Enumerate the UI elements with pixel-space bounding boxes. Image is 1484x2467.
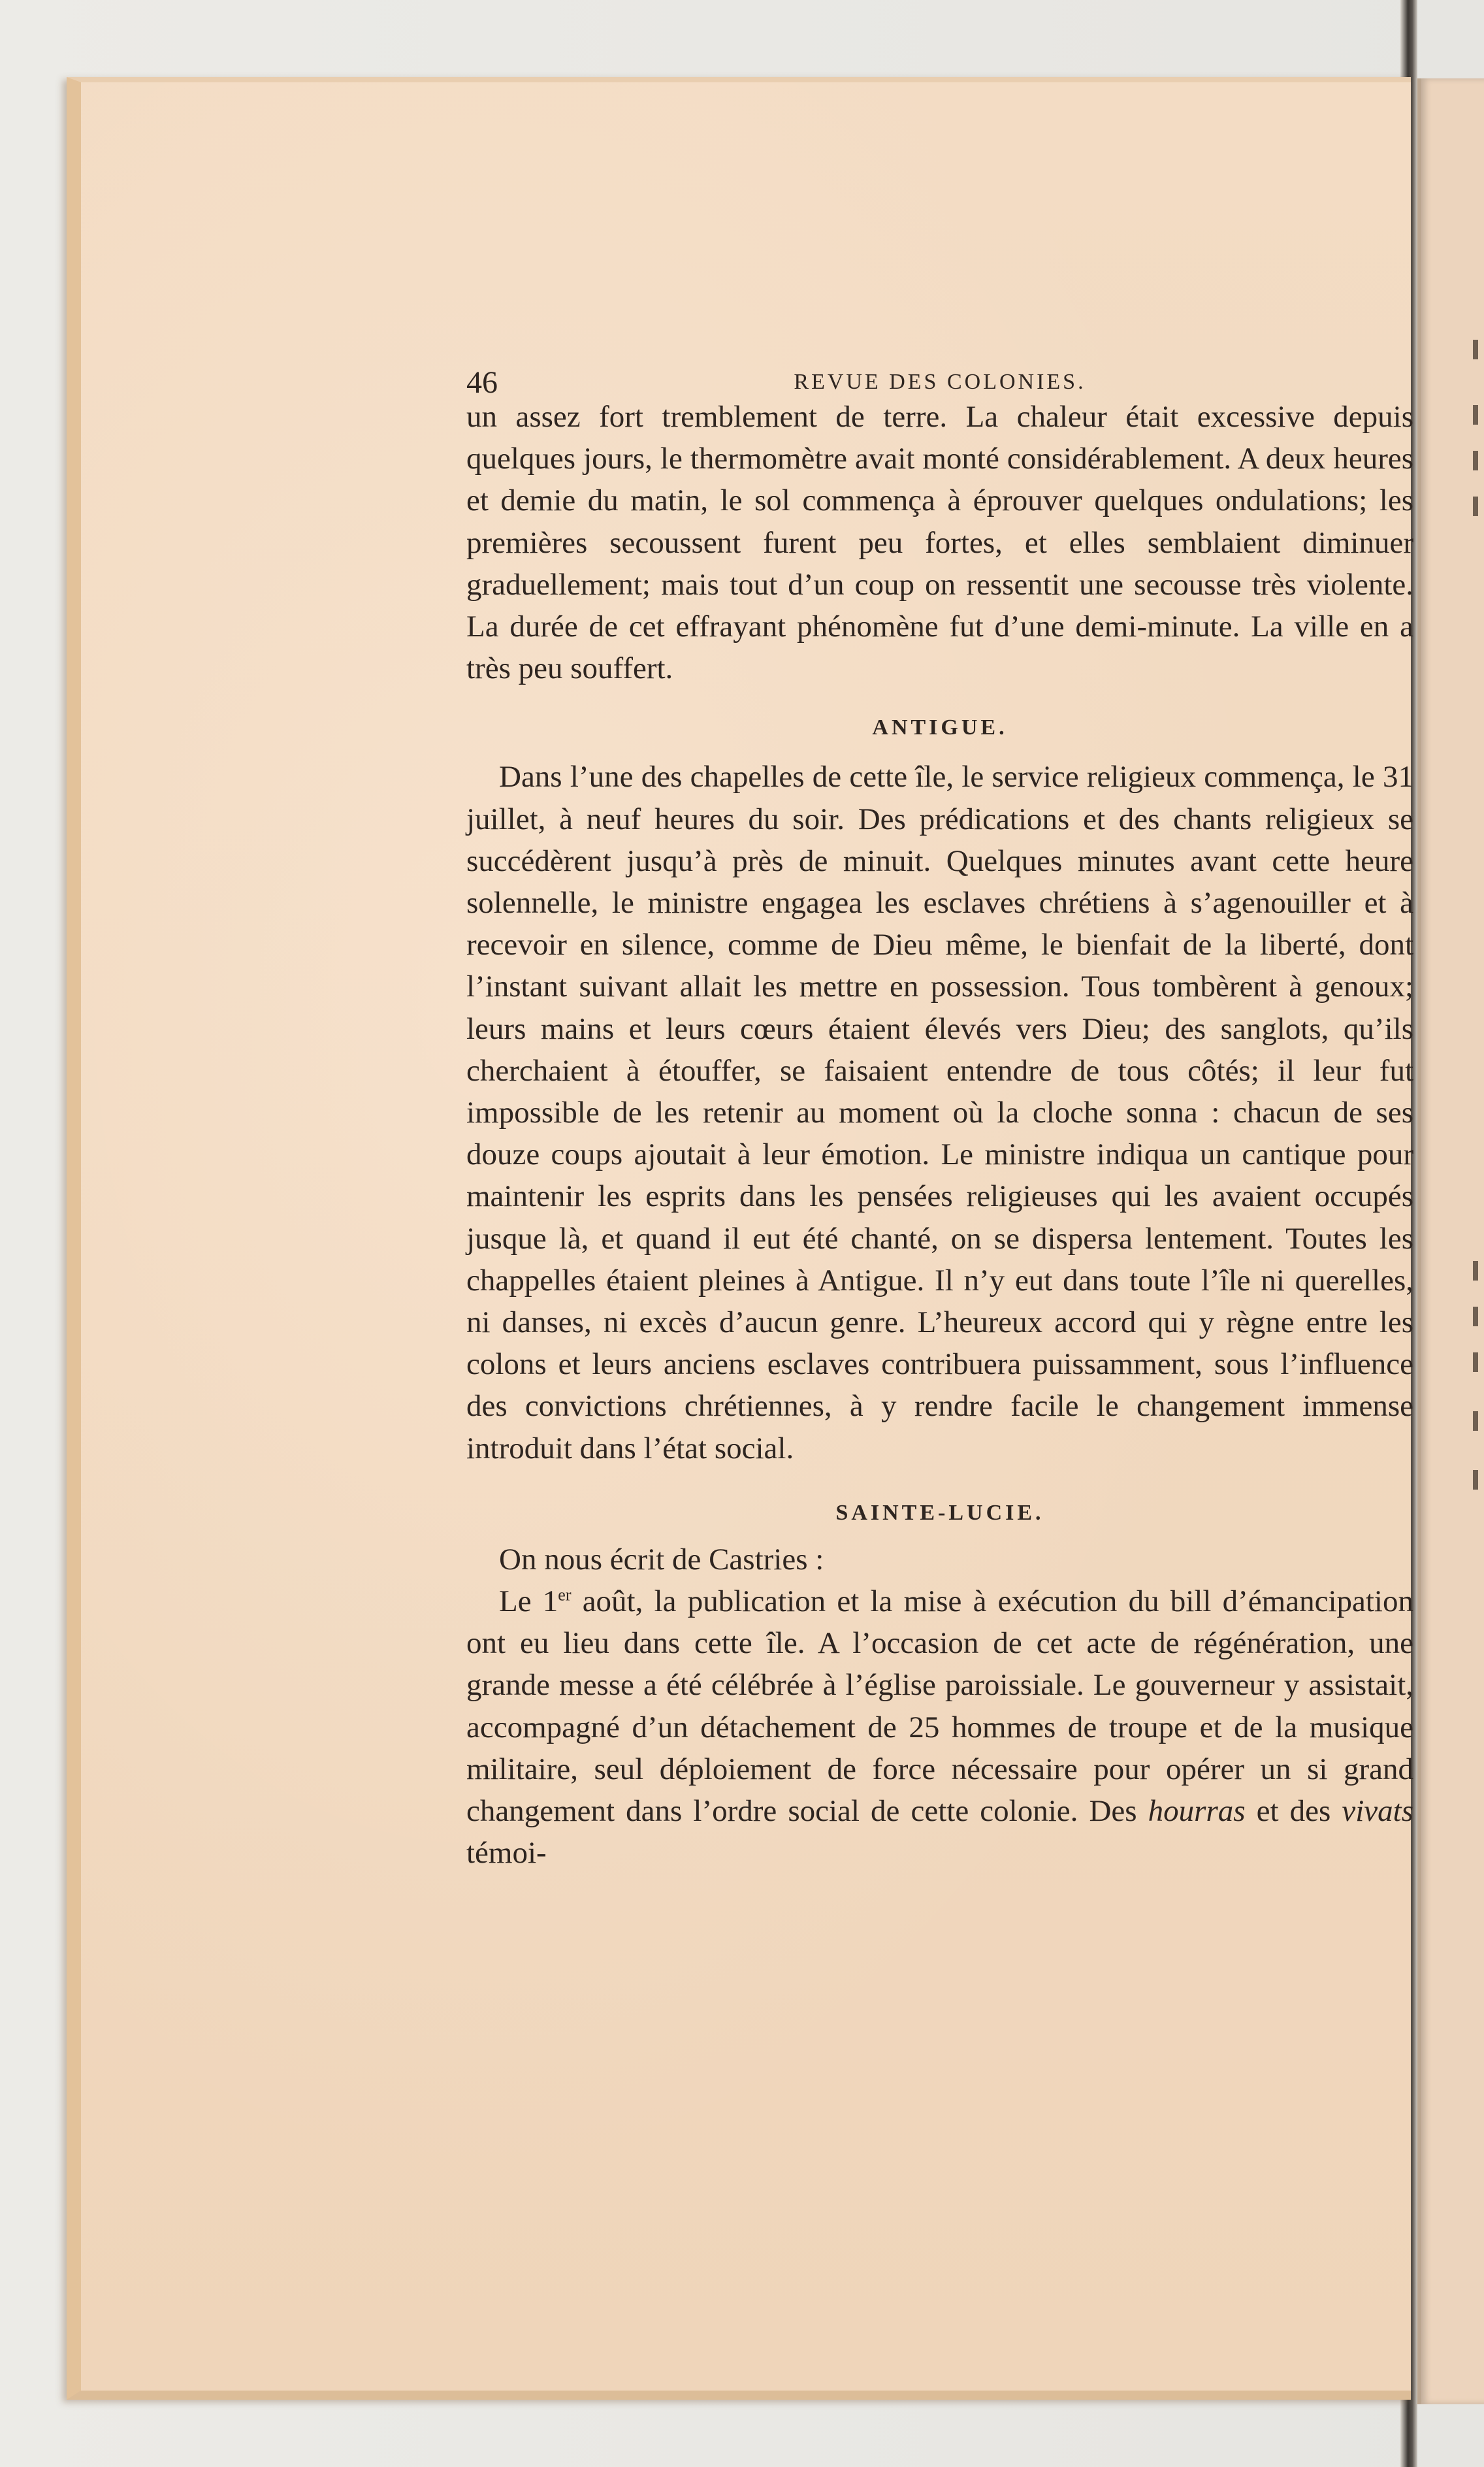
- para-end-text: témoi-: [466, 1836, 547, 1871]
- fragment-mark: [1473, 1470, 1478, 1490]
- fragment-mark: [1473, 1307, 1478, 1326]
- para-middle-text: août, la publication et la mise à exécution du bill d’émancipation ont eu lieu dans cette île. A l’occasion de cet acte de régénération, une grande messe a été célébrée à l’église paroissiale. Le gouverneur y assistait, accompagné d’un détachement de 25 hommes de troupe et de la musique militaire, seul déploiement de force nécessaire pour opérer un si grand changement dans l’ordre social de cette colonie. Des: [466, 1584, 1413, 1829]
- italic-word-hourras: hourras: [1148, 1794, 1246, 1829]
- fragment-mark: [1473, 405, 1478, 425]
- page-number: 46: [466, 365, 498, 400]
- page-text-block: [466, 357, 1413, 1874]
- fragment-mark: [1473, 1261, 1478, 1281]
- running-title: REVUE DES COLONIES.: [794, 370, 1086, 394]
- section-heading-antigue: ANTIGUE.: [872, 715, 1008, 740]
- book-page: [67, 77, 1414, 2400]
- fragment-mark: [1473, 497, 1478, 516]
- para-connector-text: et des: [1245, 1794, 1342, 1829]
- fragment-mark: [1473, 1411, 1478, 1431]
- opening-paragraph: un assez fort tremblement de terre. La chaleur était excessive depuis quelques jours, le thermomètre avait monté considérablement. A deux heures et demie du matin, le sol commença à éprouver quelques ondulations; les premières secoussent furent peu fortes, et elles semblaient diminuer graduellement; mais tout d’un coup on ressentit une secousse très violente. La durée de cet effrayant phénomène fut d’une demi-minute. La ville en a très peu souffert.: [466, 400, 1413, 686]
- facing-page-text-fragments: [1473, 340, 1484, 1646]
- italic-word-vivats: vivats: [1342, 1794, 1414, 1829]
- fragment-mark: [1473, 451, 1478, 470]
- section-heading-sainte-lucie: SAINTE-LUCIE.: [835, 1500, 1044, 1525]
- antigue-paragraph: Dans l’une des chapelles de cette île, le service religieux commença, le 31 juillet, à neuf heures du soir. Des prédications et des chants religieux se succédèrent jusqu’à près de minuit. Quelques minutes avant cette heure solennelle, le ministre engagea les esclaves chrétiens à s’agenouiller et à recevoir en silence, comme de Dieu même, le bienfait de la liberté, dont l’instant suivant allait les mettre en possession. Tous tombèrent à genoux; leurs mains et leurs cœurs étaient élevés vers Dieu; des sanglots, qu’ils cherchaient à étouffer, se faisaient entendre de tous côtés; il leur fut impossible de les retenir au moment où la cloche sonna : chacun de ses douze coups ajoutait à leur émotion. Le ministre indiqua un cantique pour maintenir les esprits dans les pensées religieuses qui les avaient occupés jusque là, et quand il eut été chanté, on se dispersa lentement. Toutes les chappelles étaient pleines à Antigue. Il n’y eut dans toute l’île ni querelles, ni danses, ni excès d’aucun genre. L’heureux accord qui y règne entre les colons et leurs anciens esclaves contribuera puissamment, sous l’influence des convictions chrétiennes, à y rendre facile le changement immense introduit dans l’état social.: [466, 760, 1413, 1465]
- fragment-mark: [1473, 1352, 1478, 1372]
- ordinal-superscript: er: [558, 1585, 572, 1605]
- sainte-lucie-intro: On nous écrit de Castries :: [499, 1542, 824, 1577]
- running-head: [466, 357, 1413, 400]
- para-start-text: Le 1: [499, 1584, 558, 1619]
- sainte-lucie-paragraph: [466, 1580, 1413, 1874]
- fragment-mark: [1473, 340, 1478, 359]
